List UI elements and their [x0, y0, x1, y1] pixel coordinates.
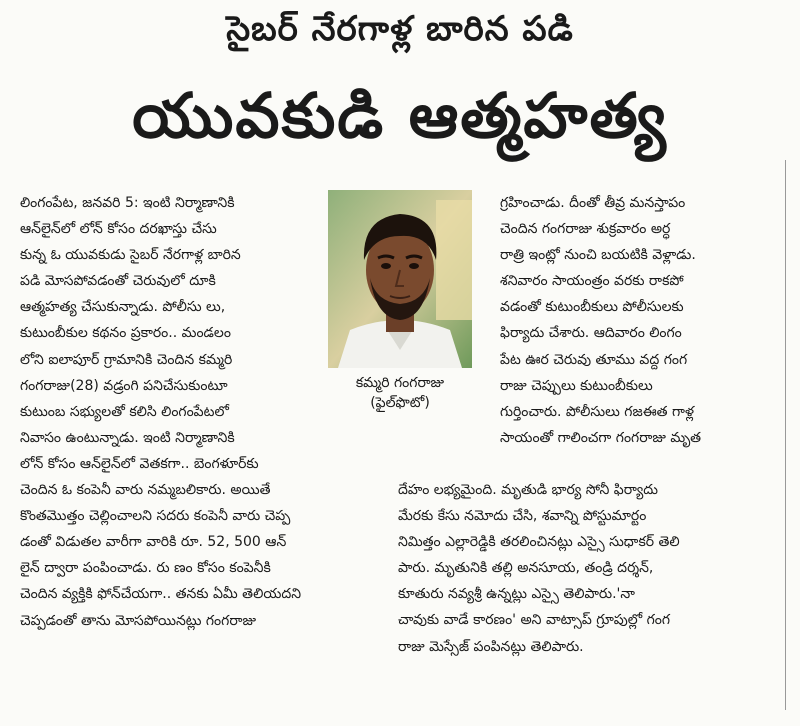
body-line: గంగరాజు(28) వడ్రంగి పనిచేసుకుంటూ	[20, 377, 228, 394]
article-column-2-top	[500, 190, 782, 451]
body-line: వడంతో కుటుంబీకులు పోలీసులకు	[500, 299, 684, 316]
body-line: ఆత్మహత్య చేసుకున్నాడు. పోలీసు లు,	[20, 299, 226, 316]
body-line: పేట ఊర చెరువు తూము వద్ద గంగ	[500, 351, 688, 368]
body-line: కూతురు నవ్యశ్రీ ఉన్నట్లు ఎస్సై తెలిపారు.'నా	[398, 586, 635, 603]
body-line: కున్న ఓ యువకుడు సైబర్ నేరగాళ్ల బారిన	[20, 247, 241, 264]
body-line: చెందిన గంగరాజు శుక్రవారం అర్ధ	[500, 221, 671, 238]
body-line: చావుకు వాడే కారణం' అని వాట్సాప్ గ్రూపుల్లో గంగ	[398, 612, 671, 629]
body-line: లైన్ ద్వారా పంపించాడు. రు ణం కోసం కంపెనీకి	[20, 560, 271, 577]
body-line: చెప్పడంతో తాను మోసపోయినట్లు గంగరాజు	[20, 612, 256, 629]
article-column-2-bottom	[398, 477, 780, 660]
body-line: కుటుంబ సభ్యులతో కలిసి లింగంపేటలో	[20, 403, 229, 420]
photo-caption	[330, 373, 470, 413]
body-line: నిమిత్తం ఎల్లారెడ్డికి తరలించినట్లు ఎస్సై సుధాకర్ తెలి	[398, 534, 680, 551]
body-line: లోన్ కోసం ఆన్‌లైన్‌లో వెతకగా.. బెంగళూర్‌కు	[20, 455, 259, 472]
body-line: చెందిన వ్యక్తికి ఫోన్‌చేయగా.. తనకు ఏమీ తెలియదని	[20, 586, 302, 603]
body-line: సాయంతో గాలించగా గంగరాజు మృత	[500, 429, 702, 446]
body-line: కొంతమొత్తం చెల్లించాలని సదరు కంపెనీ వారు చెప్ప	[20, 508, 291, 525]
article-headline: యువకుడి ఆత్మహత్య	[132, 79, 668, 152]
body-line: మేరకు కేసు నమోదు చేసి, శవాన్ని పోస్టుమార్టం	[398, 508, 647, 525]
column-divider	[785, 160, 786, 710]
portrait-image	[328, 190, 472, 368]
body-line: దేహం లభ్యమైంది. మృతుడి భార్య సోనీ ఫిర్యాదు	[398, 482, 659, 498]
caption-file-photo: (ఫైల్‌ఫొటో)	[370, 395, 430, 411]
body-line: రాత్రి ఇంట్లో నుంచి బయటికి వెళ్లాడు.	[500, 247, 696, 264]
body-line: పడి మోసపోవడంతో చెరువులో దూకి	[20, 273, 216, 290]
body-line: గ్రహించాడు. దీంతో తీవ్ర మనస్తాపం	[500, 195, 686, 211]
person-photo	[328, 190, 472, 368]
body-line: కుటుంబీకుల కథనం ప్రకారం.. మండలం	[20, 325, 231, 342]
body-line: లోని ఐలాపూర్ గ్రామానికి చెందిన కమ్మరి	[20, 351, 233, 368]
body-line: ఫిర్యాదు చేశారు. ఆదివారం లింగం	[500, 325, 682, 342]
body-line: నివాసం ఉంటున్నాడు. ఇంటి నిర్మాణానికి	[20, 429, 235, 446]
caption-name: కమ్మరి గంగరాజు	[355, 375, 445, 391]
article-kicker: సైబర్ నేరగాళ్ల బారిన పడి	[226, 9, 574, 49]
body-line: రాజు మెస్సేజ్ పంపినట్లు తెలిపారు.	[398, 638, 584, 655]
body-line: శనివారం సాయంత్రం వరకు రాకపో	[500, 273, 684, 290]
body-line: చెందిన ఓ కంపెనీ వారు నమ్మబలికారు. అయితే	[20, 482, 271, 499]
body-line: గుర్తించారు. పోలీసులు గజఈత గాళ్ల	[500, 403, 695, 420]
body-line: లింగంపేట, జనవరి 5: ఇంటి నిర్మాణానికి	[20, 195, 235, 211]
body-line: డంతో విడుతల వారీగా వారికి రూ. 52, 500 ఆన్	[20, 534, 287, 551]
body-line: పారు. మృతునికి తల్లి అనసూయ, తండ్రి దర్శన్,	[398, 560, 654, 577]
body-line: రాజు చెప్పులు కుటుంబీకులు	[500, 377, 653, 394]
body-line: ఆన్‌లైన్‌లో లోన్ కోసం దరఖాస్తు చేసు	[20, 221, 217, 238]
